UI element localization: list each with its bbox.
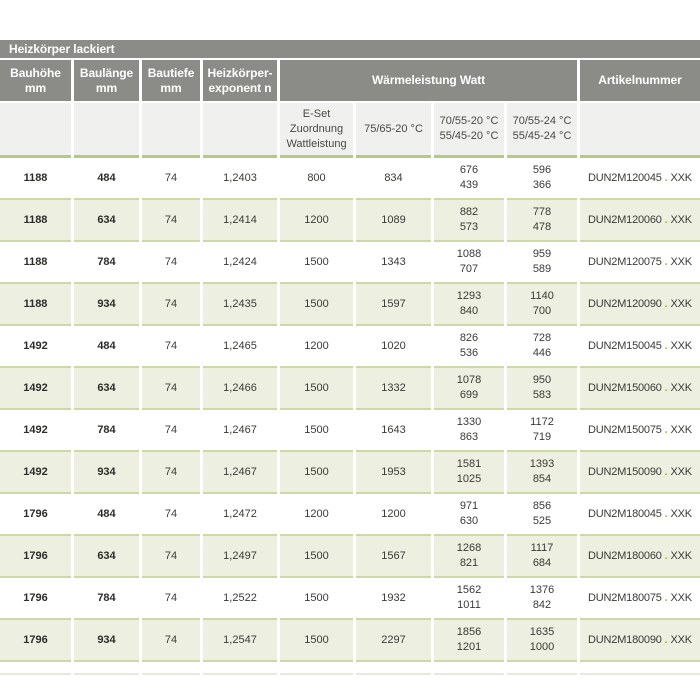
cell-bauhoehe: 1492 — [0, 326, 71, 368]
cell-baulaenge: 484 — [74, 326, 139, 368]
subheader-70-55-20: 70/55-20 °C 55/45-20 °C — [434, 103, 504, 158]
cell-exponent: 1,2466 — [203, 368, 277, 410]
artikel-separator-dot: . — [664, 549, 668, 562]
artikel-separator-dot: . — [664, 591, 668, 604]
cell-bauhoehe: 1492 — [0, 452, 71, 494]
cell-bautiefe: 74 — [142, 326, 200, 368]
cell-watt-70-55-24: 596 366 — [507, 158, 577, 200]
table-row — [0, 452, 700, 494]
cell-baulaenge: 484 — [74, 158, 139, 200]
table-title: Heizkörper lackiert — [9, 42, 115, 56]
table-row — [0, 494, 700, 536]
cell-artikelnummer: DUN2M180060 . XXK — [580, 536, 700, 578]
cell-eset-wattleistung: 1500 — [280, 620, 353, 662]
table-continuation-hint — [0, 673, 700, 675]
artikel-separator-dot: . — [664, 213, 668, 226]
cell-watt-75-65-20: 1200 — [356, 494, 431, 536]
cell-eset-wattleistung: 1500 — [280, 452, 353, 494]
cell-watt-70-55-24: 1393 854 — [507, 452, 577, 494]
cell-watt-70-55-20: 1293 840 — [434, 284, 504, 326]
cell-bauhoehe: 1188 — [0, 200, 71, 242]
spec-table — [0, 40, 700, 675]
cell-artikelnummer: DUN2M150090 . XXK — [580, 452, 700, 494]
cell-watt-70-55-20: 1581 1025 — [434, 452, 504, 494]
header-exponent: Heizkörper- exponent n — [203, 60, 277, 101]
table-row — [0, 284, 700, 326]
subheader-empty-exponent — [203, 103, 277, 158]
cell-artikelnummer: DUN2M120090 . XXK — [580, 284, 700, 326]
table-row — [0, 368, 700, 410]
cell-exponent: 1,2547 — [203, 620, 277, 662]
cell-baulaenge: 634 — [74, 368, 139, 410]
cell-watt-70-55-20: 1562 1011 — [434, 578, 504, 620]
cell-watt-70-55-20: 882 573 — [434, 200, 504, 242]
cell-bautiefe: 74 — [142, 158, 200, 200]
cell-artikelnummer: DUN2M180045 . XXK — [580, 494, 700, 536]
table-row — [0, 200, 700, 242]
cell-watt-75-65-20: 1343 — [356, 242, 431, 284]
subheader-empty-baulaenge — [74, 103, 139, 158]
cell-baulaenge: 934 — [74, 620, 139, 662]
cell-watt-75-65-20: 1332 — [356, 368, 431, 410]
cell-artikelnummer: DUN2M150045 . XXK — [580, 326, 700, 368]
cell-watt-75-65-20: 1932 — [356, 578, 431, 620]
cell-eset-wattleistung: 1500 — [280, 536, 353, 578]
cell-watt-70-55-24: 856 525 — [507, 494, 577, 536]
table-row — [0, 536, 700, 578]
cell-exponent: 1,2435 — [203, 284, 277, 326]
artikel-separator-dot: . — [664, 255, 668, 268]
cell-eset-wattleistung: 1500 — [280, 410, 353, 452]
cell-watt-75-65-20: 2297 — [356, 620, 431, 662]
cell-exponent: 1,2522 — [203, 578, 277, 620]
cell-watt-70-55-20: 1268 821 — [434, 536, 504, 578]
cell-exponent: 1,2467 — [203, 452, 277, 494]
cell-bauhoehe: 1492 — [0, 368, 71, 410]
cell-watt-70-55-20: 1088 707 — [434, 242, 504, 284]
cell-watt-70-55-24: 1140 700 — [507, 284, 577, 326]
cell-watt-70-55-20: 676 439 — [434, 158, 504, 200]
artikel-separator-dot: . — [664, 423, 668, 436]
artikel-separator-dot: . — [664, 465, 668, 478]
cell-bauhoehe: 1796 — [0, 536, 71, 578]
cell-watt-70-55-20: 1078 699 — [434, 368, 504, 410]
subheader-empty-bautiefe — [142, 103, 200, 158]
cell-watt-70-55-24: 1172 719 — [507, 410, 577, 452]
cell-baulaenge: 934 — [74, 284, 139, 326]
cell-bautiefe: 74 — [142, 242, 200, 284]
cell-baulaenge: 784 — [74, 242, 139, 284]
cell-watt-70-55-24: 1635 1000 — [507, 620, 577, 662]
cell-exponent: 1,2465 — [203, 326, 277, 368]
cell-bautiefe: 74 — [142, 536, 200, 578]
artikel-separator-dot: . — [664, 381, 668, 394]
cell-artikelnummer: DUN2M180075 . XXK — [580, 578, 700, 620]
table-title-bar — [0, 40, 700, 58]
cell-artikelnummer: DUN2M120060 . XXK — [580, 200, 700, 242]
cell-baulaenge: 784 — [74, 410, 139, 452]
cell-bauhoehe: 1796 — [0, 578, 71, 620]
table-row — [0, 620, 700, 662]
cell-watt-75-65-20: 1020 — [356, 326, 431, 368]
cell-eset-wattleistung: 1200 — [280, 200, 353, 242]
cell-baulaenge: 784 — [74, 578, 139, 620]
cell-artikelnummer: DUN2M120075 . XXK — [580, 242, 700, 284]
subheader-eset: E-Set Zuordnung Wattleistung — [280, 103, 353, 158]
header-artikelnummer: Artikelnummer — [580, 60, 700, 101]
table-row — [0, 578, 700, 620]
cell-eset-wattleistung: 1500 — [280, 578, 353, 620]
cell-artikelnummer: DUN2M150060 . XXK — [580, 368, 700, 410]
subheader-70-55-24: 70/55-24 °C 55/45-24 °C — [507, 103, 577, 158]
table-row — [0, 158, 700, 200]
table-subheader-row — [0, 103, 700, 158]
header-baulaenge: Baulänge mm — [74, 60, 139, 101]
cell-watt-75-65-20: 1953 — [356, 452, 431, 494]
cell-baulaenge: 934 — [74, 452, 139, 494]
cell-watt-70-55-24: 778 478 — [507, 200, 577, 242]
header-bautiefe: Bautiefe mm — [142, 60, 200, 101]
cell-bauhoehe: 1796 — [0, 620, 71, 662]
cell-exponent: 1,2414 — [203, 200, 277, 242]
cell-bautiefe: 74 — [142, 368, 200, 410]
cell-bauhoehe: 1492 — [0, 410, 71, 452]
artikel-separator-dot: . — [664, 339, 668, 352]
header-bauhoehe: Bauhöhe mm — [0, 60, 71, 101]
table-row — [0, 326, 700, 368]
cell-watt-70-55-20: 1856 1201 — [434, 620, 504, 662]
artikel-separator-dot: . — [664, 297, 668, 310]
cell-artikelnummer: DUN2M180090 . XXK — [580, 620, 700, 662]
cell-exponent: 1,2467 — [203, 410, 277, 452]
cell-bautiefe: 74 — [142, 452, 200, 494]
table-row — [0, 410, 700, 452]
header-waermeleistung: Wärmeleistung Watt — [280, 60, 577, 101]
cell-watt-75-65-20: 1089 — [356, 200, 431, 242]
cell-eset-wattleistung: 1200 — [280, 326, 353, 368]
cell-exponent: 1,2424 — [203, 242, 277, 284]
cell-bautiefe: 74 — [142, 578, 200, 620]
cell-bautiefe: 74 — [142, 410, 200, 452]
cell-watt-70-55-24: 1376 842 — [507, 578, 577, 620]
cell-exponent: 1,2497 — [203, 536, 277, 578]
subheader-empty-bauhoehe — [0, 103, 71, 158]
cell-bauhoehe: 1188 — [0, 158, 71, 200]
cell-eset-wattleistung: 1200 — [280, 494, 353, 536]
artikel-separator-dot: . — [664, 171, 668, 184]
cell-baulaenge: 484 — [74, 494, 139, 536]
cell-watt-70-55-20: 971 630 — [434, 494, 504, 536]
cell-watt-70-55-20: 826 536 — [434, 326, 504, 368]
cell-watt-70-55-24: 1117 684 — [507, 536, 577, 578]
cell-watt-70-55-24: 728 446 — [507, 326, 577, 368]
cell-eset-wattleistung: 1500 — [280, 368, 353, 410]
cell-bauhoehe: 1796 — [0, 494, 71, 536]
table-row — [0, 242, 700, 284]
cell-watt-75-65-20: 1567 — [356, 536, 431, 578]
cell-bauhoehe: 1188 — [0, 284, 71, 326]
cell-eset-wattleistung: 1500 — [280, 284, 353, 326]
cell-watt-75-65-20: 1643 — [356, 410, 431, 452]
subheader-75-65-20: 75/65-20 °C — [356, 103, 431, 158]
cell-watt-75-65-20: 834 — [356, 158, 431, 200]
cell-watt-70-55-24: 959 589 — [507, 242, 577, 284]
cell-eset-wattleistung: 1500 — [280, 242, 353, 284]
cell-eset-wattleistung: 800 — [280, 158, 353, 200]
cell-bautiefe: 74 — [142, 200, 200, 242]
cell-watt-75-65-20: 1597 — [356, 284, 431, 326]
table-header-row — [0, 60, 700, 101]
cell-bautiefe: 74 — [142, 620, 200, 662]
cell-artikelnummer: DUN2M150075 . XXK — [580, 410, 700, 452]
cell-bautiefe: 74 — [142, 494, 200, 536]
table-body — [0, 158, 700, 662]
cell-exponent: 1,2472 — [203, 494, 277, 536]
cell-watt-70-55-20: 1330 863 — [434, 410, 504, 452]
cell-bauhoehe: 1188 — [0, 242, 71, 284]
artikel-separator-dot: . — [664, 633, 668, 646]
cell-exponent: 1,2403 — [203, 158, 277, 200]
subheader-empty-artikelnummer — [580, 103, 700, 158]
cell-bautiefe: 74 — [142, 284, 200, 326]
cell-baulaenge: 634 — [74, 200, 139, 242]
artikel-separator-dot: . — [664, 507, 668, 520]
cell-watt-70-55-24: 950 583 — [507, 368, 577, 410]
cell-artikelnummer: DUN2M120045 . XXK — [580, 158, 700, 200]
cell-baulaenge: 634 — [74, 536, 139, 578]
